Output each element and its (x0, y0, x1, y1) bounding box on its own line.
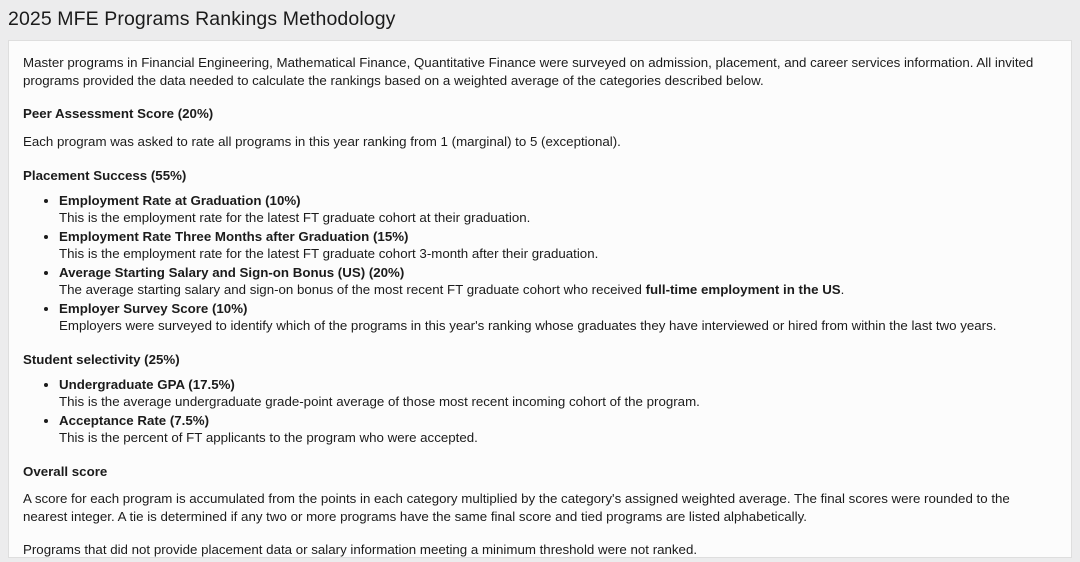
section-heading-placement-success: Placement Success (55%) (23, 167, 187, 183)
list-item (59, 412, 1057, 447)
criterion-description-pre: The average starting salary and sign-on bonus of the most recent FT graduate cohort who received (59, 282, 646, 297)
criterion-title: • Employment Rate at Graduation (10%) (59, 192, 301, 208)
criterion-description: This is the percent of FT applicants to the program who were accepted. (59, 430, 478, 445)
list-item (59, 264, 1057, 299)
overall-score-paragraph: A score for each program is accumulated from the points in each category multiplied by the category's assigned weighted average. The final scores were rounded to the nearest integer. A tie is determined if any two or more programs have the same final score and tied programs are listed alphabetically. (23, 490, 1010, 524)
criterion-description (59, 281, 1057, 299)
criterion-description-emphasis: full-time employment in the US (645, 282, 841, 297)
page-title: 2025 MFE Programs Rankings Methodology (8, 8, 396, 30)
list-item (59, 228, 1057, 263)
criterion-title: • Average Starting Salary and Sign-on Bonus (US) (20%) (59, 264, 405, 280)
methodology-card (8, 40, 1072, 558)
section-heading-overall-score: Overall score (23, 463, 108, 479)
intro-paragraph: Master programs in Financial Engineering, Mathematical Finance, Quantitative Finance were surveyed on admission, placement, and career services information. All invited programs provided the data needed to calculate the rankings based on a weighted average of the categories described below. (23, 55, 1034, 88)
criterion-title: • Employer Survey Score (10%) (59, 300, 248, 316)
criterion-title: • Acceptance Rate (7.5%) (59, 412, 210, 428)
criterion-description: Employers were surveyed to identify which of the programs in this year's ranking whose graduates they have interviewed or hired from within the last two years. (59, 318, 997, 333)
criterion-title: • Undergraduate GPA (17.5%) (59, 376, 235, 392)
criteria-list-student-selectivity (23, 376, 1057, 447)
list-item (59, 376, 1057, 411)
criterion-description-post: . (840, 282, 845, 297)
unranked-note: Programs that did not provide placement data or salary information meeting a minimum threshold were not ranked. (23, 541, 698, 557)
section-heading-peer-assessment: Peer Assessment Score (20%) (23, 106, 214, 121)
criterion-title: • Employment Rate Three Months after Graduation (15%) (59, 228, 409, 244)
list-item (59, 192, 1057, 227)
section-heading-student-selectivity: Student selectivity (25%) (23, 351, 180, 367)
criterion-description: This is the employment rate for the latest FT graduate cohort at their graduation. (59, 210, 531, 225)
section-description-peer-assessment: Each program was asked to rate all programs in this year ranking from 1 (marginal) to 5 (exceptional). (23, 134, 621, 149)
list-item (59, 300, 1057, 335)
criteria-list-placement-success (23, 192, 1057, 335)
criterion-description: This is the average undergraduate grade-point average of those most recent incoming cohort of the program. (59, 394, 700, 409)
criterion-description: This is the employment rate for the latest FT graduate cohort 3-month after their graduation. (59, 246, 599, 261)
